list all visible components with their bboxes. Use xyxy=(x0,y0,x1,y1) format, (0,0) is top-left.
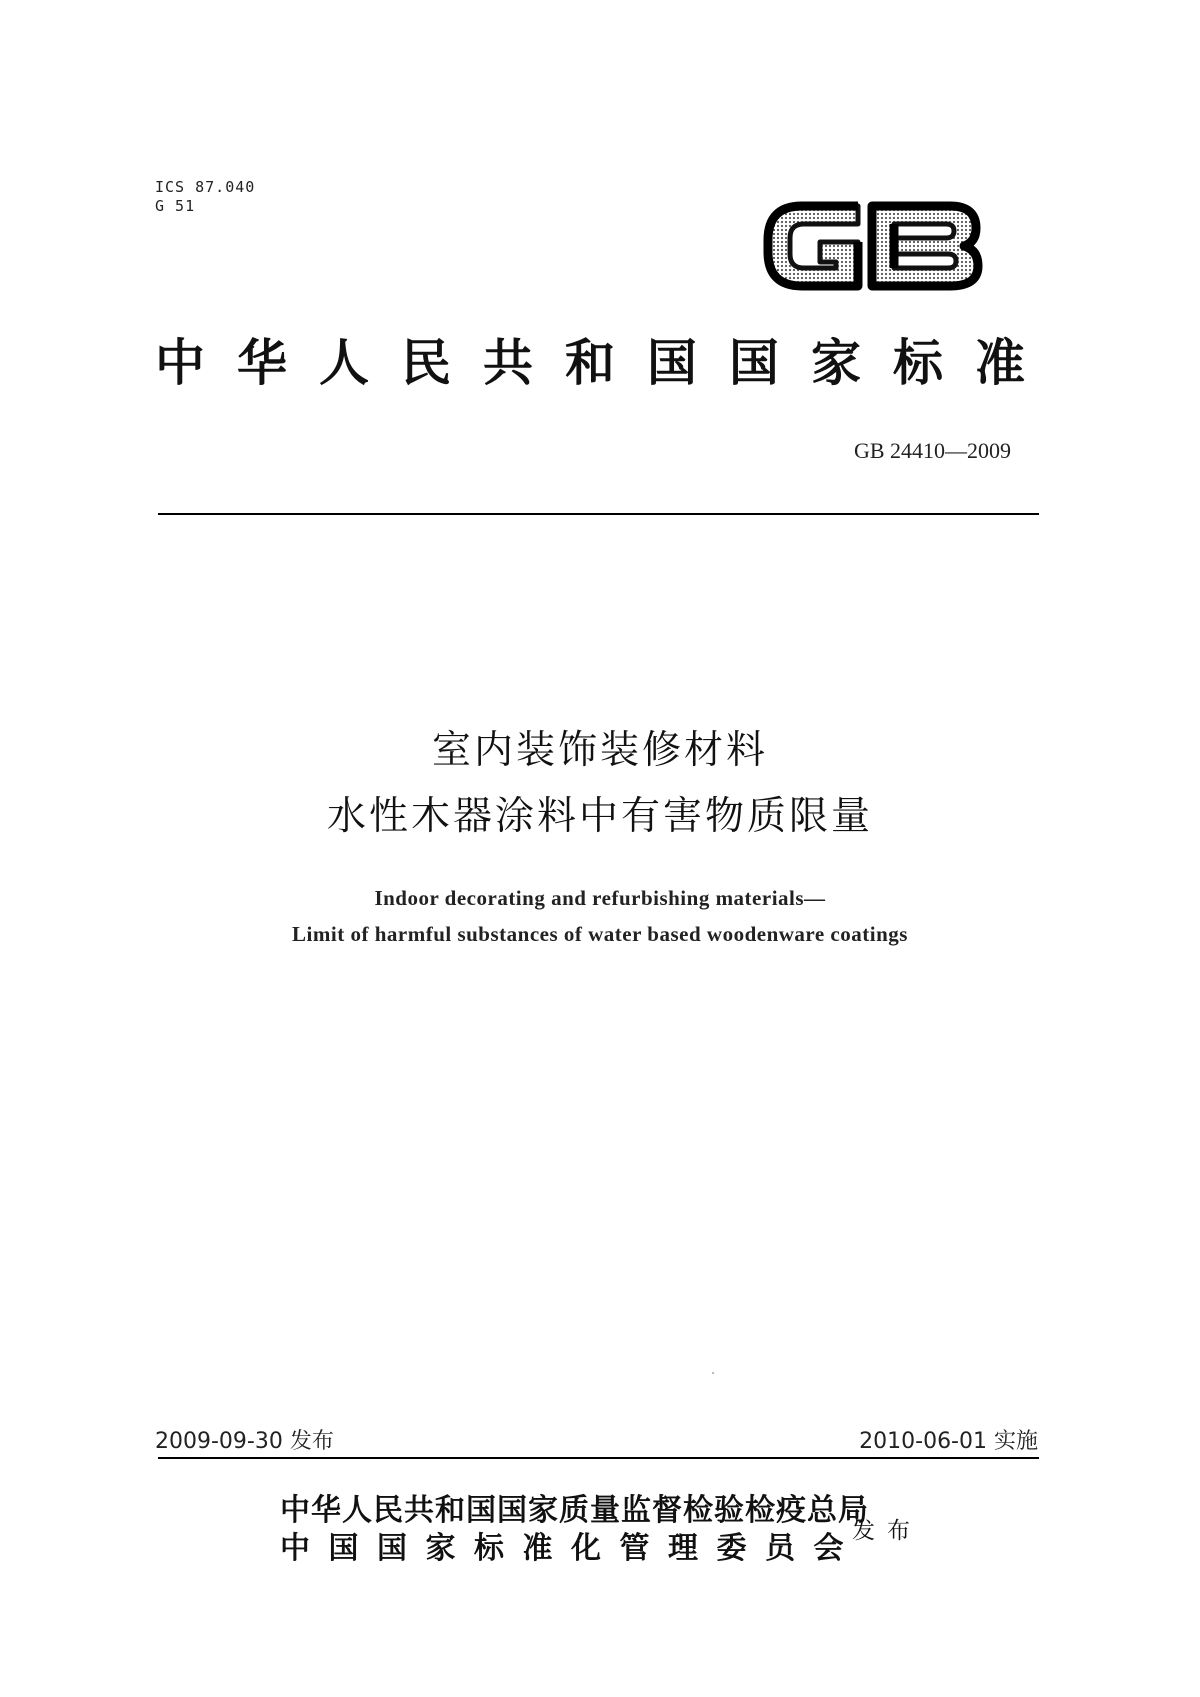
scan-speck xyxy=(712,1372,714,1374)
english-title xyxy=(100,880,1100,952)
footer-divider xyxy=(158,1457,1039,1459)
issuing-organizations xyxy=(280,1492,869,1568)
ccs-code: G 51 xyxy=(155,197,196,215)
english-title-line-2: Limit of harmful substances of water based woodenware coatings xyxy=(292,922,908,946)
english-title-line-1: Indoor decorating and refurbishing materials— xyxy=(374,886,826,910)
organization-sac: 中国国家标准化管理委员会 xyxy=(280,1531,862,1566)
organization-aqsiq: 中华人民共和国国家质量监督检验检疫总局 xyxy=(280,1493,869,1528)
chinese-title xyxy=(100,718,1100,850)
header-divider xyxy=(158,513,1039,515)
chinese-title-line-2: 水性木器涂料中有害物质限量 xyxy=(326,794,873,839)
gb-logo xyxy=(760,188,985,303)
publish-label: 发布 xyxy=(852,1518,922,1544)
classification-codes xyxy=(155,178,255,216)
standard-type-title: 中华人民共和国国家标准 xyxy=(155,333,1057,392)
issue-date: 2009-09-30 发布 xyxy=(155,1429,334,1454)
standard-number: GB 24410—2009 xyxy=(853,438,1011,463)
implementation-date: 2010-06-01 实施 xyxy=(859,1429,1038,1454)
ics-code: ICS 87.040 xyxy=(155,178,256,196)
gb-logo-icon xyxy=(760,188,985,303)
chinese-title-line-1: 室内装饰装修材料 xyxy=(431,728,768,773)
